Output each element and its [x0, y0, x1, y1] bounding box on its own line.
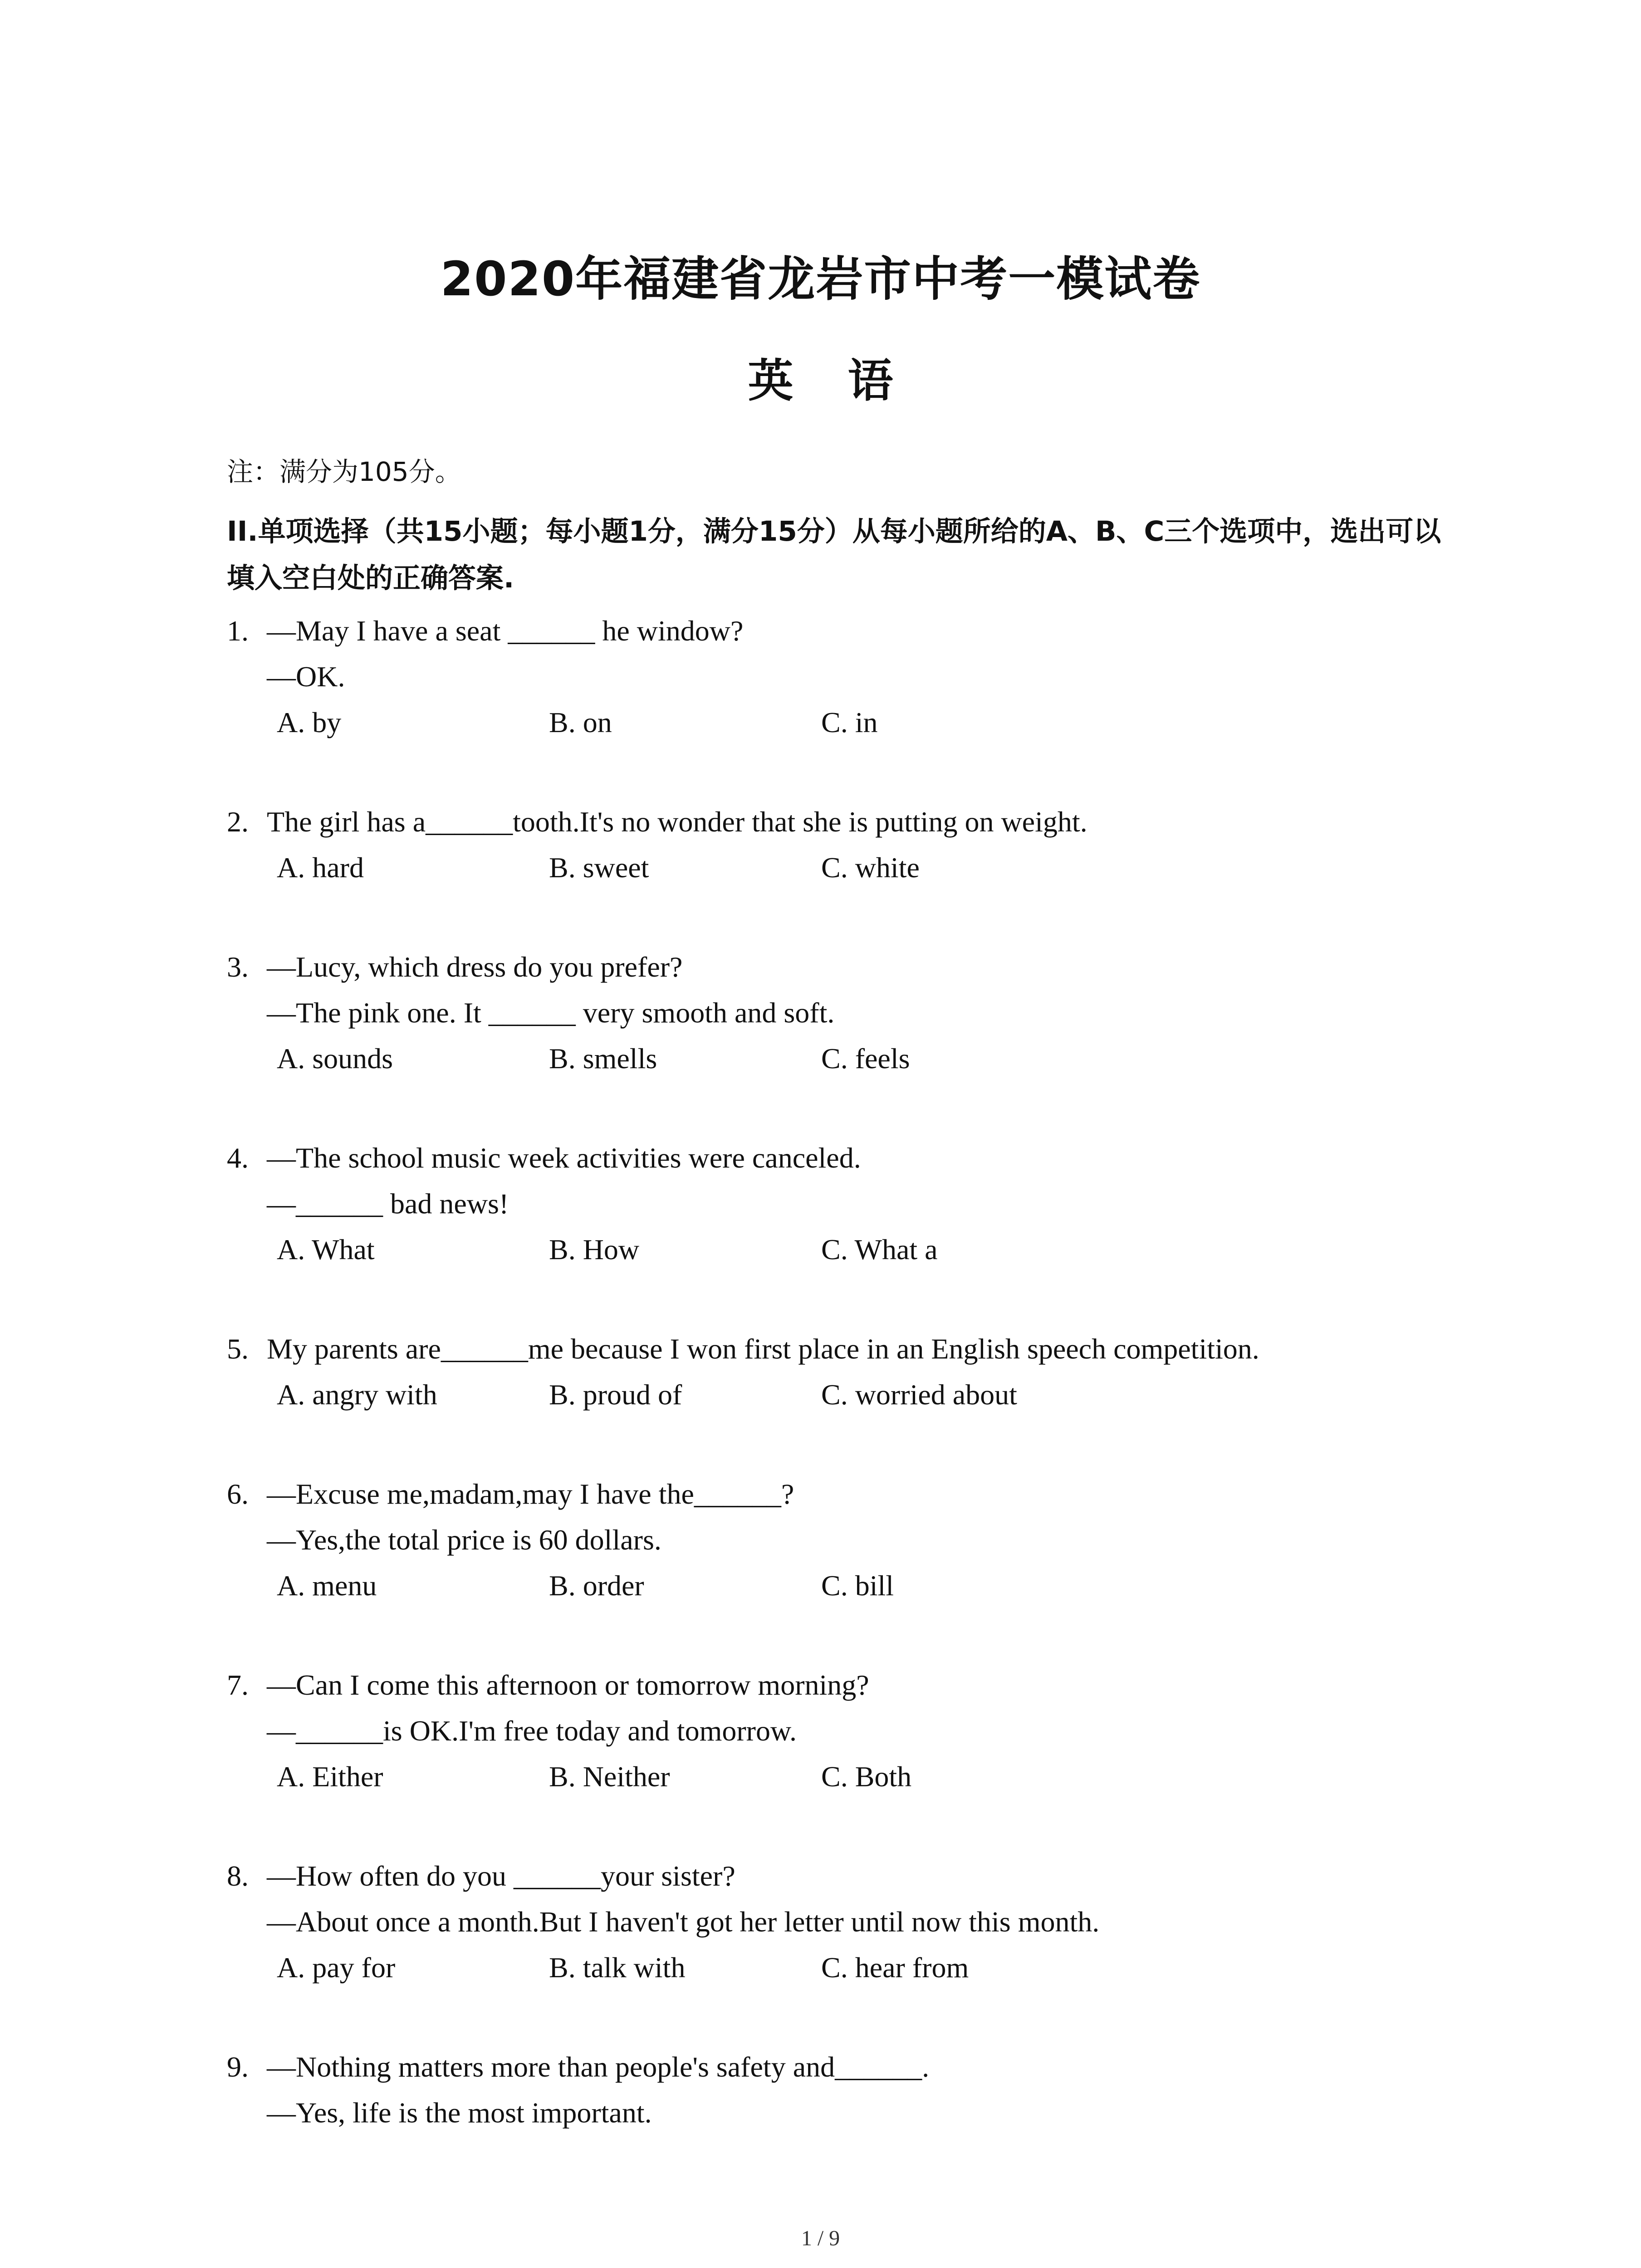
question-text: —May I have a seat ______ he window? [267, 615, 744, 647]
question-line [227, 1853, 1452, 1899]
question-item [227, 608, 1452, 745]
answer-option: C. worried about [821, 1378, 1017, 1411]
question-number: 4. [227, 1142, 249, 1174]
answer-option: A. What [277, 1233, 375, 1266]
answer-options [227, 845, 1452, 890]
question-line [227, 1708, 1452, 1754]
answer-options [227, 1754, 1452, 1799]
section-instructions: II.单项选择（共15小题；每小题1分，满分15分）从每小题所给的A、B、C三个选项中，选出可以填入空白处的正确答案. [227, 515, 1441, 594]
question-line [227, 799, 1452, 845]
question-line [227, 990, 1452, 1036]
question-text: My parents are______me because I won first place in an English speech competition. [267, 1333, 1259, 1365]
question-item [227, 944, 1452, 1081]
answer-option: B. sweet [549, 851, 649, 884]
question-line [227, 944, 1452, 990]
answer-option: A. angry with [277, 1378, 437, 1411]
answer-option: B. talk with [549, 1951, 686, 1984]
answer-options [227, 1372, 1452, 1418]
answer-options [227, 1227, 1452, 1272]
question-item [227, 2044, 1452, 2136]
answer-option: A. menu [277, 1569, 377, 1602]
question-line [227, 1181, 1452, 1227]
question-line [227, 1471, 1452, 1517]
question-item [227, 799, 1452, 890]
question-line [227, 1326, 1452, 1372]
question-text: —How often do you ______your sister? [267, 1860, 735, 1892]
question-item [227, 1326, 1452, 1418]
question-text: —About once a month.But I haven't got her letter until now this month. [267, 1906, 1100, 1938]
answer-option: B. Neither [549, 1760, 670, 1793]
question-text: —Can I come this afternoon or tomorrow morning? [267, 1669, 869, 1701]
answer-option: C. in [821, 706, 878, 738]
question-line [227, 1135, 1452, 1181]
answer-option: C. white [821, 851, 920, 884]
page-number: 1 / 9 [801, 2226, 840, 2250]
question-item [227, 1853, 1452, 1990]
answer-option: B. smells [549, 1042, 657, 1075]
question-text: —______ bad news! [267, 1188, 509, 1220]
subject-heading: 英语 [748, 354, 948, 407]
answer-option: A. sounds [277, 1042, 393, 1075]
answer-option: C. bill [821, 1569, 894, 1602]
score-note: 注：满分为105分。 [227, 456, 461, 487]
answer-option: B. proud of [549, 1378, 682, 1411]
question-line [227, 1662, 1452, 1708]
answer-options [227, 1036, 1452, 1081]
answer-options [227, 1945, 1452, 1990]
question-item [227, 1662, 1452, 1799]
answer-options [227, 699, 1452, 745]
answer-option: A. by [277, 706, 342, 738]
answer-option: C. hear from [821, 1951, 969, 1984]
question-number: 3. [227, 951, 249, 983]
question-number: 9. [227, 2051, 249, 2083]
question-number: 5. [227, 1333, 249, 1365]
question-list [227, 608, 1452, 2136]
question-number: 1. [227, 615, 249, 647]
question-line [227, 2044, 1452, 2090]
question-text: —Yes,the total price is 60 dollars. [267, 1524, 661, 1556]
question-text: —The school music week activities were canceled. [267, 1142, 861, 1174]
question-line [227, 2090, 1452, 2136]
question-text: —Excuse me,madam,may I have the______? [267, 1478, 794, 1510]
question-text: The girl has a______tooth.It's no wonder that she is putting on weight. [267, 806, 1087, 838]
question-text: —Lucy, which dress do you prefer? [267, 951, 683, 983]
page-title: 2020年福建省龙岩市中考一模试卷 [440, 251, 1201, 307]
question-text: —Nothing matters more than people's safety and______. [267, 2051, 930, 2083]
question-number: 6. [227, 1478, 249, 1510]
question-line [227, 654, 1452, 699]
answer-option: C. Both [821, 1760, 912, 1793]
answer-option: B. How [549, 1233, 640, 1266]
question-text: —Yes, life is the most important. [267, 2097, 652, 2129]
answer-options [227, 1563, 1452, 1608]
answer-option: C. feels [821, 1042, 910, 1075]
question-number: 2. [227, 806, 249, 838]
answer-option: A. Either [277, 1760, 383, 1793]
answer-option: C. What a [821, 1233, 938, 1266]
question-item [227, 1471, 1452, 1608]
answer-option: B. order [549, 1569, 644, 1602]
answer-option: B. on [549, 706, 612, 738]
question-item [227, 1135, 1452, 1272]
answer-option: A. hard [277, 851, 364, 884]
question-number: 7. [227, 1669, 249, 1701]
question-text: —______is OK.I'm free today and tomorrow. [267, 1715, 797, 1747]
question-text: —OK. [267, 660, 345, 693]
answer-option: A. pay for [277, 1951, 396, 1984]
question-text: —The pink one. It ______ very smooth and soft. [267, 997, 835, 1029]
question-line [227, 608, 1452, 654]
question-number: 8. [227, 1860, 249, 1892]
question-line [227, 1899, 1452, 1945]
question-line [227, 1517, 1452, 1563]
